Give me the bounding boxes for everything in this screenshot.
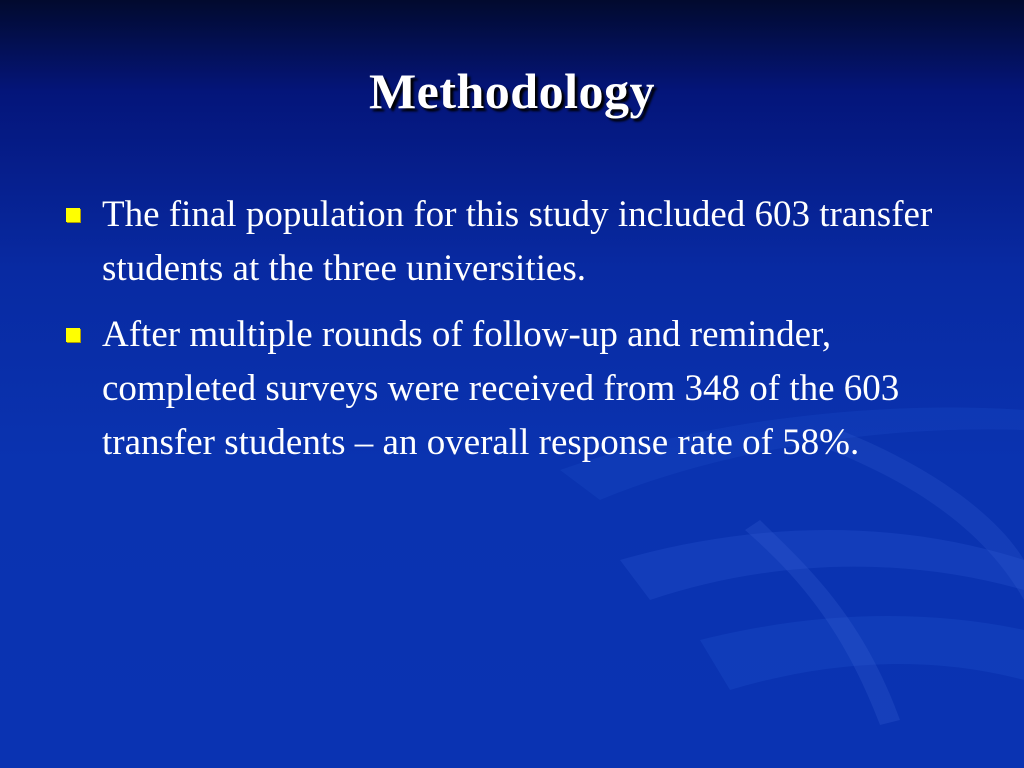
bullet-text: After multiple rounds of follow-up and reminder, completed surveys were received from 348 of the 603 transfer students – an overall response rate of 58%. — [102, 314, 900, 463]
bullet-list — [62, 188, 962, 482]
bullet-text: The final population for this study included 603 transfer students at the three universities. — [102, 194, 933, 289]
slide-title: Methodology — [368, 63, 656, 119]
bullet-item-population — [62, 188, 962, 296]
yellow-square-bullet-icon — [66, 208, 80, 222]
bullet-item-response-rate — [62, 308, 962, 470]
yellow-square-bullet-icon — [66, 328, 80, 342]
